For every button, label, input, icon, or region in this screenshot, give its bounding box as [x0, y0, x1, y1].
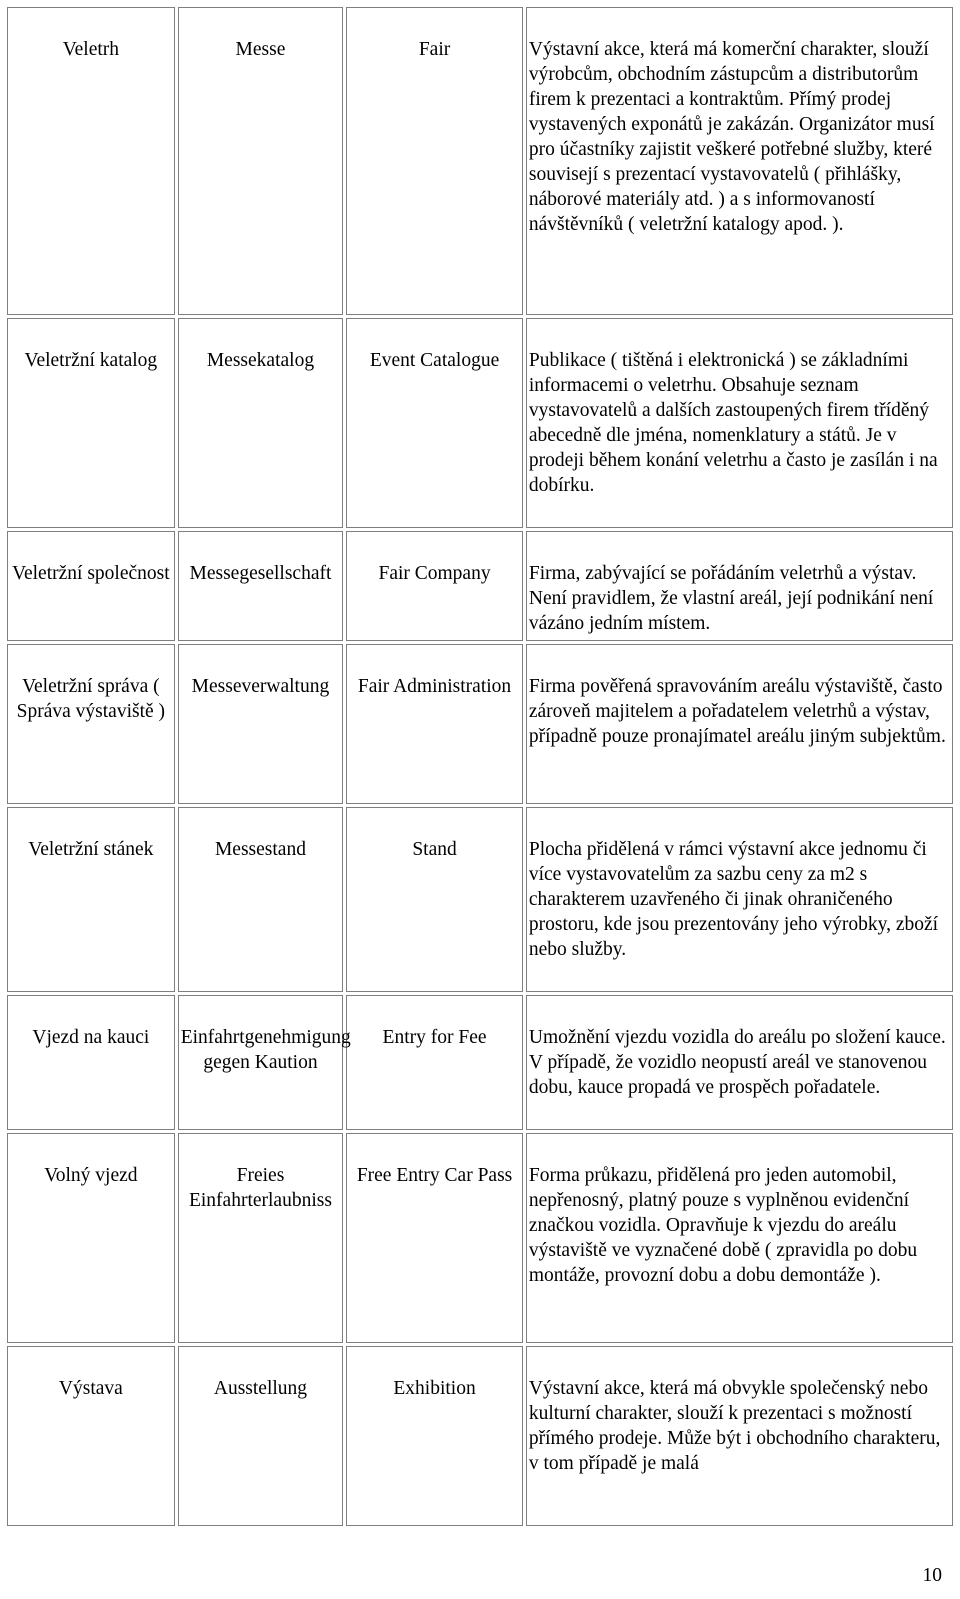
glossary-table	[4, 4, 956, 1529]
term-english: Entry for Fee	[346, 995, 523, 1130]
page-number: 10	[922, 1565, 942, 1586]
table-row	[7, 7, 953, 315]
table-row	[7, 995, 953, 1130]
term-description: Firma, zabývající se pořádáním veletrhů a výstav. Není pravidlem, že vlastní areál, její podnikání není vázáno jedním místem.	[526, 531, 953, 641]
term-english: Fair	[346, 7, 523, 315]
term-german: Einfahrtgenehmigung gegen Kaution	[178, 995, 343, 1130]
term-german: Messekatalog	[178, 318, 343, 528]
table-row	[7, 318, 953, 528]
term-description: Výstavní akce, která má komerční charakter, slouží výrobcům, obchodním zástupcům a distributorům firem k prezentaci a kontraktům. Přímý prodej vystavených exponátů je zakázán. Organizátor musí pro účastníky zajistit veškeré potřebné služby, které souvisejí s prezentací vystavovatelů ( přihlášky, náborové materiály atd. ) a s informovaností návštěvníků ( veletržní katalogy apod. ).	[526, 7, 953, 315]
term-english: Stand	[346, 807, 523, 992]
table-row	[7, 531, 953, 641]
term-german: Freies Einfahrterlaubniss	[178, 1133, 343, 1343]
term-czech: Vjezd na kauci	[7, 995, 175, 1130]
term-description: Firma pověřená spravováním areálu výstaviště, často zároveň majitelem a pořadatelem veletrhů a výstav, případně pouze pronajímatel areálu jiným subjektům.	[526, 644, 953, 804]
term-german: Ausstellung	[178, 1346, 343, 1526]
term-description: Forma průkazu, přidělená pro jeden automobil, nepřenosný, platný pouze s vyplněnou evidenční značkou vozidla. Opravňuje k vjezdu do areálu výstaviště ve vyznačené době ( zpravidla po dobu montáže, provozní dobu a dobu demontáže ).	[526, 1133, 953, 1343]
term-german: Messeverwaltung	[178, 644, 343, 804]
term-english: Fair Company	[346, 531, 523, 641]
term-description: Plocha přidělená v rámci výstavní akce jednomu či více vystavovatelům za sazbu ceny za m2 s charakterem uzavřeného či jinak ohraničeného prostoru, kde jsou prezentovány jeho výrobky, zboží nebo služby.	[526, 807, 953, 992]
term-czech: Veletrh	[7, 7, 175, 315]
table-row	[7, 1133, 953, 1343]
term-czech: Výstava	[7, 1346, 175, 1526]
term-czech: Veletržní společnost	[7, 531, 175, 641]
term-czech: Veletržní stánek	[7, 807, 175, 992]
table-row	[7, 807, 953, 992]
term-english: Exhibition	[346, 1346, 523, 1526]
term-english: Free Entry Car Pass	[346, 1133, 523, 1343]
term-czech: Veletržní správa ( Správa výstaviště )	[7, 644, 175, 804]
term-czech: Veletržní katalog	[7, 318, 175, 528]
table-row	[7, 644, 953, 804]
term-description: Publikace ( tištěná i elektronická ) se základními informacemi o veletrhu. Obsahuje seznam vystavovatelů a dalších zastoupených firem tříděný abecedně dle jména, nomenklatury a států. Je v prodeji během konání veletrhu a často je zasílán i na dobírku.	[526, 318, 953, 528]
term-english: Fair Administration	[346, 644, 523, 804]
term-english: Event Catalogue	[346, 318, 523, 528]
term-german: Messe	[178, 7, 343, 315]
term-description: Výstavní akce, která má obvykle společenský nebo kulturní charakter, slouží k prezentaci s možností přímého prodeje. Může být i obchodního charakteru, v tom případě je malá	[526, 1346, 953, 1526]
term-description: Umožnění vjezdu vozidla do areálu po složení kauce. V případě, že vozidlo neopustí areál ve stanovenou dobu, kauce propadá ve prospěch pořadatele.	[526, 995, 953, 1130]
term-czech: Volný vjezd	[7, 1133, 175, 1343]
term-german: Messestand	[178, 807, 343, 992]
term-german: Messegesellschaft	[178, 531, 343, 641]
table-row	[7, 1346, 953, 1526]
